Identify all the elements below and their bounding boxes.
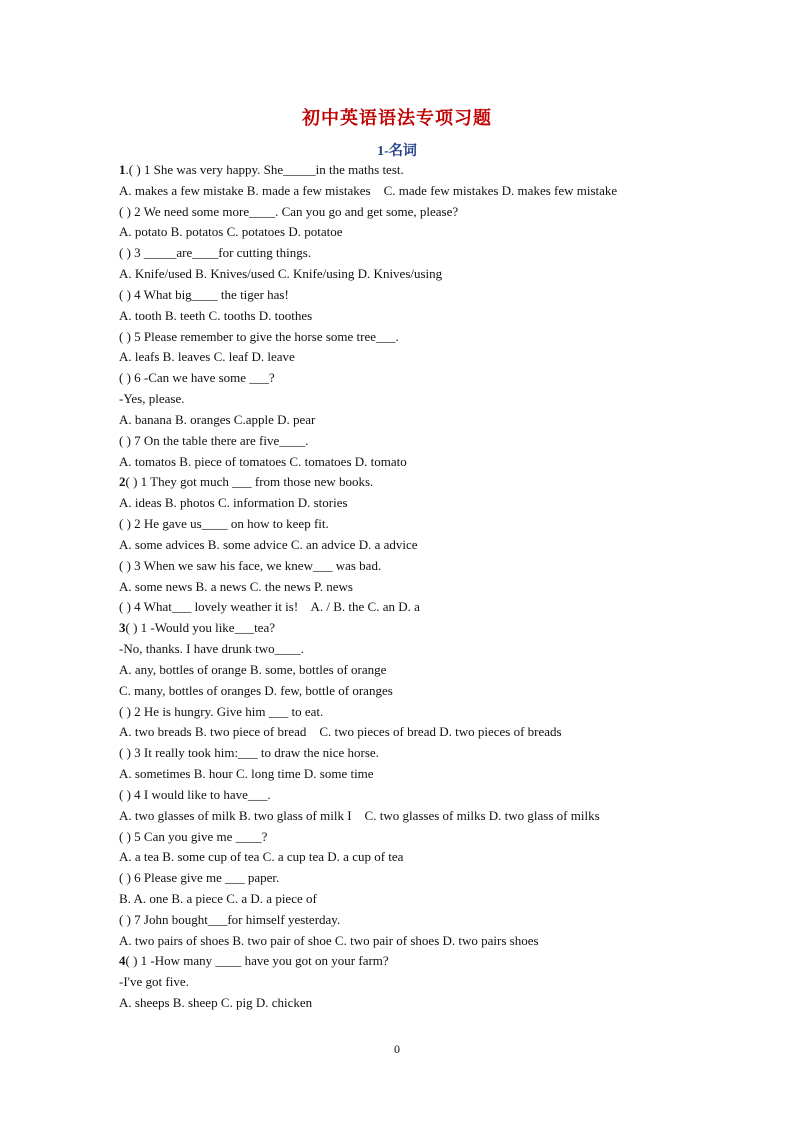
- exercise-line: [119, 743, 719, 764]
- exercise-line: [119, 993, 719, 1014]
- line-text: C. many, bottles of oranges D. few, bottle of oranges: [119, 682, 393, 698]
- exercise-line: [119, 222, 719, 243]
- line-text: ( ) 6 Please give me ___ paper.: [119, 870, 280, 886]
- exercise-body: [119, 160, 719, 1014]
- exercise-line: [119, 514, 719, 535]
- exercise-line: [119, 368, 719, 389]
- exercise-line: [119, 160, 719, 181]
- line-text: A. tomatos B. piece of tomatoes C. tomatoes D. tomato: [119, 453, 407, 469]
- line-text: ( ) 7 On the table there are five____.: [119, 432, 309, 448]
- line-text: A. ideas B. photos C. information D. stories: [119, 495, 348, 511]
- line-text: ( ) 5 Please remember to give the horse some tree___.: [119, 328, 399, 344]
- exercise-line: [119, 243, 719, 264]
- line-text: A. two pairs of shoes B. two pair of shoe C. two pair of shoes D. two pairs shoes: [119, 932, 539, 948]
- exercise-line: [119, 951, 719, 972]
- section-subtitle: 1-名词: [377, 144, 417, 159]
- line-text: ( ) 4 I would like to have___.: [119, 786, 271, 802]
- line-text: -I've got five.: [119, 974, 189, 990]
- line-text: A. two breads B. two piece of bread C. two pieces of bread D. two pieces of breads: [119, 724, 562, 740]
- line-text: -Yes, please.: [119, 391, 185, 407]
- exercise-line: [119, 764, 719, 785]
- line-text: A. potato B. potatos C. potatoes D. potatoe: [119, 224, 343, 240]
- page-number: 0: [394, 1042, 400, 1056]
- exercise-line: [119, 910, 719, 931]
- line-text: ( ) 2 He gave us____ on how to keep fit.: [119, 516, 329, 532]
- exercise-line: [119, 972, 719, 993]
- line-text: A. leafs B. leaves C. leaf D. leave: [119, 349, 295, 365]
- exercise-line: [119, 577, 719, 598]
- exercise-line: [119, 410, 719, 431]
- exercise-line: [119, 618, 719, 639]
- line-text: A. a tea B. some cup of tea C. a cup tea D. a cup of tea: [119, 849, 404, 865]
- section-number: 2: [119, 474, 126, 490]
- exercise-line: [119, 535, 719, 556]
- exercise-line: [119, 931, 719, 952]
- line-text: A. sometimes B. hour C. long time D. some time: [119, 766, 374, 782]
- exercise-line: [119, 181, 719, 202]
- exercise-line: [119, 306, 719, 327]
- line-text: A. Knife/used B. Knives/used C. Knife/using D. Knives/using: [119, 266, 443, 282]
- exercise-line: [119, 452, 719, 473]
- line-text: ( ) 7 John bought___for himself yesterday.: [119, 911, 341, 927]
- exercise-line: [119, 285, 719, 306]
- page-title: 初中英语语法专项习题: [302, 108, 492, 128]
- exercise-line: [119, 827, 719, 848]
- line-text: A. banana B. oranges C.apple D. pear: [119, 411, 316, 427]
- exercise-line: [119, 202, 719, 223]
- line-text: ( ) 1 They got much ___ from those new books.: [125, 474, 374, 490]
- exercise-line: [119, 597, 719, 618]
- line-text: .( ) 1 She was very happy. She_____in the maths test.: [125, 162, 404, 177]
- exercise-line: [119, 264, 719, 285]
- line-text: ( ) 2 He is hungry. Give him ___ to eat.: [119, 703, 324, 719]
- line-text: A. sheeps B. sheep C. pig D. chicken: [119, 995, 313, 1011]
- exercise-line: [119, 847, 719, 868]
- exercise-line: [119, 556, 719, 577]
- line-text: ( ) 3 _____are____for cutting things.: [119, 245, 312, 261]
- line-text: B. A. one B. a piece C. a D. a piece of: [119, 890, 317, 906]
- line-text: ( ) 1 -How many ____ have you got on your farm?: [125, 953, 389, 969]
- exercise-line: [119, 889, 719, 910]
- line-text: ( ) 5 Can you give me ____?: [119, 828, 268, 844]
- line-text: ( ) 6 -Can we have some ___?: [119, 370, 275, 386]
- line-text: A. makes a few mistake B. made a few mistakes C. made few mistakes D. makes few mistake: [119, 182, 618, 198]
- line-text: A. any, bottles of orange B. some, bottles of orange: [119, 661, 387, 677]
- line-text: A. some news B. a news C. the news P. news: [119, 578, 353, 594]
- line-text: A. tooth B. teeth C. tooths D. toothes: [119, 307, 313, 323]
- exercise-line: [119, 806, 719, 827]
- exercise-line: [119, 702, 719, 723]
- exercise-line: [119, 681, 719, 702]
- exercise-line: [119, 493, 719, 514]
- exercise-line: [119, 347, 719, 368]
- exercise-line: [119, 868, 719, 889]
- line-text: -No, thanks. I have drunk two____.: [119, 641, 304, 657]
- line-text: ( ) 3 When we saw his face, we knew___ was bad.: [119, 557, 382, 573]
- exercise-line: [119, 722, 719, 743]
- exercise-line: [119, 389, 719, 410]
- line-text: ( ) 4 What big____ the tiger has!: [119, 286, 289, 302]
- line-text: ( ) 1 -Would you like___tea?: [125, 620, 275, 636]
- section-number: 1: [119, 162, 126, 177]
- exercise-line: [119, 431, 719, 452]
- section-number: 3: [119, 620, 126, 636]
- exercise-line: [119, 785, 719, 806]
- line-text: ( ) 2 We need some more____. Can you go and get some, please?: [119, 203, 459, 219]
- line-text: ( ) 3 It really took him:___ to draw the nice horse.: [119, 745, 379, 761]
- exercise-line: [119, 327, 719, 348]
- section-number: 4: [119, 953, 126, 969]
- exercise-line: [119, 472, 719, 493]
- line-text: A. two glasses of milk B. two glass of milk I C. two glasses of milks D. two glass of milks: [119, 807, 600, 823]
- exercise-line: [119, 639, 719, 660]
- line-text: ( ) 4 What___ lovely weather it is! A. / B. the C. an D. a: [119, 599, 420, 615]
- line-text: A. some advices B. some advice C. an advice D. a advice: [119, 536, 418, 552]
- exercise-line: [119, 660, 719, 681]
